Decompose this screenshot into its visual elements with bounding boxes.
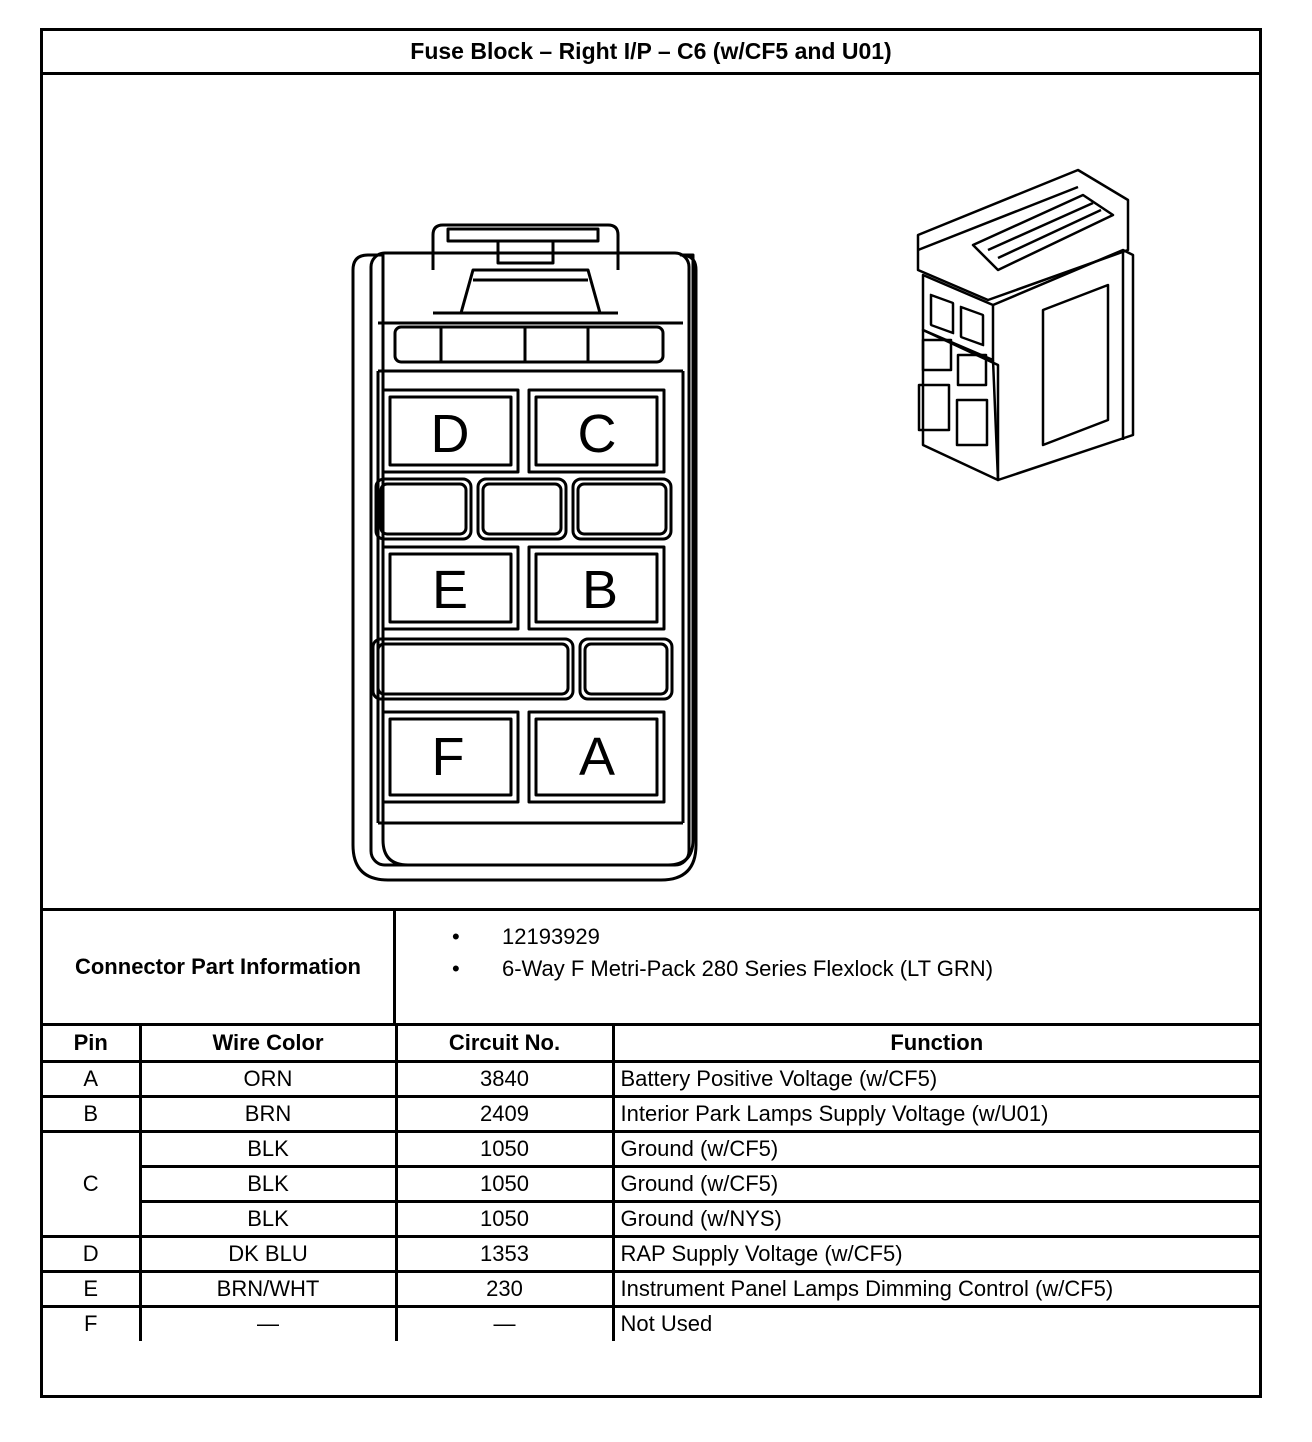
table-row	[43, 1201, 1259, 1236]
wire-color-cell: BRN/WHT	[140, 1271, 396, 1306]
table-row	[43, 1096, 1259, 1131]
wire-color-cell: BLK	[140, 1201, 396, 1236]
pinout-table	[43, 1026, 1259, 1341]
connector-isometric-drawing	[918, 170, 1133, 480]
pin-cell: F	[43, 1306, 140, 1341]
wire-color-cell: —	[140, 1306, 396, 1341]
cavity-label-e: E	[431, 560, 469, 620]
connector-part-info	[43, 908, 1259, 1026]
part-number-item: • 12193929	[396, 921, 1259, 953]
wire-color-cell: BRN	[140, 1096, 396, 1131]
table-row	[43, 1306, 1259, 1341]
connector-face-drawing	[43, 75, 1259, 908]
circuit-cell: 2409	[396, 1096, 613, 1131]
connector-part-info-label: Connector Part Information	[43, 911, 396, 1023]
cavity-label-b: B	[581, 560, 619, 620]
circuit-cell: 1050	[396, 1166, 613, 1201]
table-row	[43, 1166, 1259, 1201]
table-header-row	[43, 1026, 1259, 1061]
wire-color-cell: BLK	[140, 1131, 396, 1166]
header-function: Function	[613, 1026, 1259, 1061]
header-pin: Pin	[43, 1026, 140, 1061]
header-wire-color: Wire Color	[140, 1026, 396, 1061]
circuit-cell: 1050	[396, 1131, 613, 1166]
function-cell: Battery Positive Voltage (w/CF5)	[613, 1061, 1259, 1096]
wire-color-cell: DK BLU	[140, 1236, 396, 1271]
pin-cell: A	[43, 1061, 140, 1096]
table-row	[43, 1271, 1259, 1306]
function-cell: Ground (w/CF5)	[613, 1166, 1259, 1201]
function-cell: Ground (w/NYS)	[613, 1201, 1259, 1236]
cavity-label-a: A	[578, 727, 616, 787]
function-cell: RAP Supply Voltage (w/CF5)	[613, 1236, 1259, 1271]
function-cell: Ground (w/CF5)	[613, 1131, 1259, 1166]
pin-cell: C	[43, 1131, 140, 1236]
table-row	[43, 1236, 1259, 1271]
cavity-label-d: D	[430, 404, 470, 464]
connector-part-info-list	[396, 911, 1259, 1023]
circuit-cell: 1353	[396, 1236, 613, 1271]
part-description-item: • 6-Way F Metri-Pack 280 Series Flexlock (LT GRN)	[396, 953, 1259, 985]
circuit-cell: 1050	[396, 1201, 613, 1236]
connector-sheet	[40, 28, 1262, 1398]
circuit-cell: 3840	[396, 1061, 613, 1096]
table-row	[43, 1131, 1259, 1166]
circuit-cell: 230	[396, 1271, 613, 1306]
diagram-area	[43, 75, 1259, 908]
pin-cell: D	[43, 1236, 140, 1271]
sheet-title: Fuse Block – Right I/P – C6 (w/CF5 and U01)	[43, 31, 1259, 75]
function-cell: Not Used	[613, 1306, 1259, 1341]
cavity-label-c: C	[577, 404, 617, 464]
pin-cell: E	[43, 1271, 140, 1306]
cavity-label-f: F	[431, 727, 465, 787]
wire-color-cell: BLK	[140, 1166, 396, 1201]
table-row	[43, 1061, 1259, 1096]
function-cell: Interior Park Lamps Supply Voltage (w/U01)	[613, 1096, 1259, 1131]
pin-cell: B	[43, 1096, 140, 1131]
wire-color-cell: ORN	[140, 1061, 396, 1096]
circuit-cell: —	[396, 1306, 613, 1341]
header-circuit: Circuit No.	[396, 1026, 613, 1061]
function-cell: Instrument Panel Lamps Dimming Control (w/CF5)	[613, 1271, 1259, 1306]
